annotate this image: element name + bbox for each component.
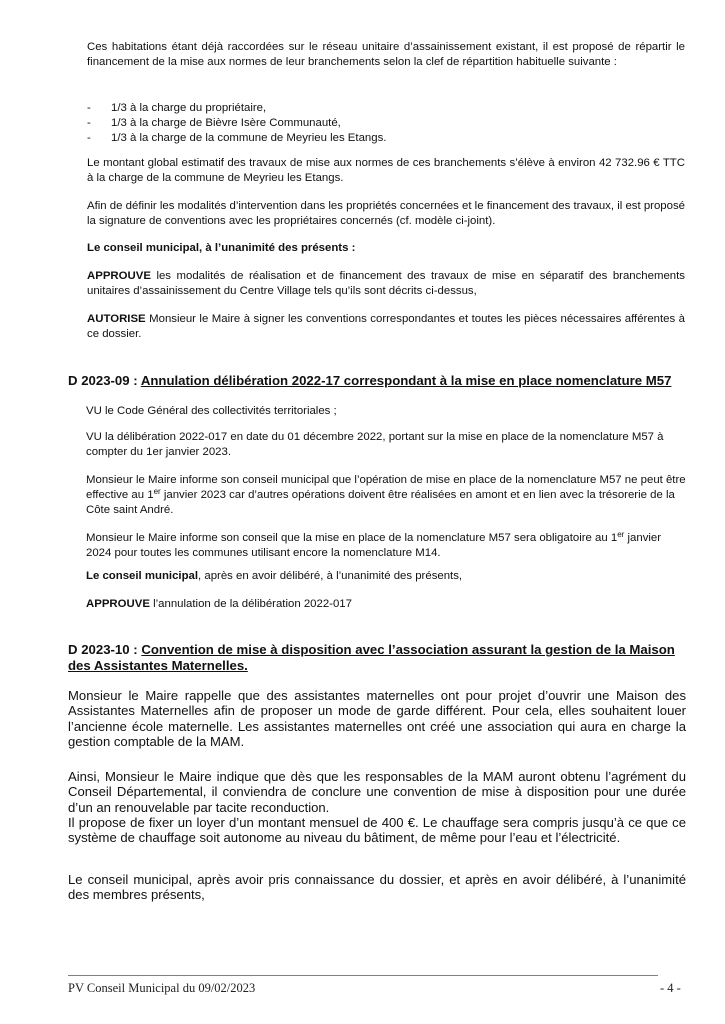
conseil-text: , après en avoir délibéré, à l’unanimité des présents,: [198, 570, 463, 582]
approuve-keyword: APPROUVE: [86, 598, 150, 610]
conseil-conclusion-paragraph: Le conseil municipal, après avoir pris connaissance du dossier, et après en avoir délibéré, à l’unanimité des membres présents,: [68, 872, 686, 903]
approuve-keyword: APPROUVE: [87, 270, 151, 282]
list-item-text: 1/3 à la charge du propriétaire,: [111, 102, 267, 114]
autorise-text: Monsieur le Maire à signer les conventions correspondantes et toutes les pièces nécessaires afférentes à ce dossier.: [87, 313, 685, 341]
autorise-keyword: AUTORISE: [87, 313, 146, 325]
conseil-keyword: Le conseil municipal: [86, 570, 199, 582]
intervention-paragraph: Afin de définir les modalités d’intervention dans les propriétés concernées et le financement des travaux, il est proposé la signature de conventions avec les propriétaires concernés (cf. modèle ci-joint).: [87, 200, 685, 228]
conseil-statement: [86, 569, 686, 584]
list-marker: -: [87, 132, 91, 145]
heading-prefix: D 2023-10 :: [68, 642, 142, 657]
page-number: - 4 -: [660, 981, 681, 995]
mam-convention-paragraph: Ainsi, Monsieur le Maire indique que dès que les responsables de la MAM auront obtenu l’agrément du Conseil Départemental, il conviendra de conclure une convention de mise à disposition pour une durée d’un an renouvelable par tacite reconduction.: [68, 769, 686, 815]
maire-info-paragraph-2: [86, 531, 686, 561]
autorise-paragraph: [87, 312, 685, 342]
paragraph-text: Monsieur le Maire informe son conseil municipal que l’opération de mise en place de la nomenclature M57 ne peut être effective au 1: [86, 474, 686, 502]
list-item-text: 1/3 à la charge de Bièvre Isère Communauté,: [111, 117, 341, 130]
list-marker: -: [87, 117, 91, 130]
approuve-text: l’annulation de la délibération 2022-017: [149, 598, 352, 610]
list-item: [87, 116, 685, 131]
superscript: er: [153, 487, 161, 497]
paragraph-text: janvier 2023 car d’autres opérations doivent être réalisées en amont et en lien avec la trésorerie de la Côte saint André.: [86, 489, 675, 517]
list-item-text: 1/3 à la charge de la commune de Meyrieu les Etangs.: [111, 132, 387, 145]
maire-info-paragraph-1: [86, 473, 686, 519]
approuve-paragraph: [87, 269, 685, 299]
heading-prefix: D 2023-09 :: [68, 373, 141, 388]
montant-paragraph: Le montant global estimatif des travaux de mise aux normes de ces branchements s’élève à environ 42 732.96 € TTC à la charge de la commune de Meyrieu les Etangs.: [87, 157, 685, 185]
financing-intro-paragraph: Ces habitations étant déjà raccordées sur le réseau unitaire d’assainissement existant, il est proposé de répartir le financement de la mise aux normes de leur branchements selon la clef de répartition habituelle suivante :: [87, 41, 685, 69]
section-heading-d2023-09: [68, 373, 686, 389]
heading-title: Annulation délibération 2022-17 correspondant à la mise en place nomenclature M57: [140, 373, 672, 388]
heading-title: Convention de mise à disposition avec l’association assurant la gestion de la Maison des Assistantes Maternelles.: [68, 642, 675, 673]
list-item: [87, 131, 685, 146]
list-item: [87, 101, 685, 116]
paragraph-text: Monsieur le Maire informe son conseil que la mise en place de la nomenclature M57 sera obligatoire au 1: [86, 532, 618, 544]
section-heading-d2023-10: [68, 642, 686, 673]
vu-code-paragraph: VU le Code Général des collectivités territoriales ;: [86, 405, 337, 417]
approuve-paragraph: [86, 597, 686, 612]
superscript: er: [617, 530, 625, 539]
footer-document-title: PV Conseil Municipal du 09/02/2023: [68, 981, 256, 995]
footer-rule: [68, 975, 658, 976]
vu-deliberation-paragraph: VU la délibération 2022-017 en date du 01 décembre 2022, portant sur la mise en place de la nomenclature M57 à compter du 1er janvier 2023.: [86, 431, 664, 459]
mam-project-paragraph: Monsieur le Maire rappelle que des assistantes maternelles ont pour projet d’ouvrir une Maison des Assistantes Maternelles afin de proposer un mode de garde différent. Pour cela, elles souhaitent louer l’ancienne école maternelle. Les assistantes maternelles ont créé une association qui aura en charge la gestion comptable de la MAM.: [68, 688, 686, 749]
list-marker: -: [87, 102, 91, 114]
approuve-text: les modalités de réalisation et de financement des travaux de mise en séparatif des branchements unitaires d’assainissement du Centre Village tels qu’ils sont décrits ci-dessus,: [87, 270, 685, 298]
conseil-statement: Le conseil municipal, à l’unanimité des présents :: [87, 242, 356, 254]
financing-split-list: [87, 101, 685, 147]
paragraph-text: janvier 2024 pour toutes les communes utilisant encore la nomenclature M14.: [86, 532, 662, 560]
loyer-paragraph: Il propose de fixer un loyer d’un montant mensuel de 400 €. Le chauffage sera compris jusqu’à ce que ce système de chauffage soit autonome au niveau du bâtiment, de même pour l’eau et l’électricité.: [68, 815, 686, 846]
